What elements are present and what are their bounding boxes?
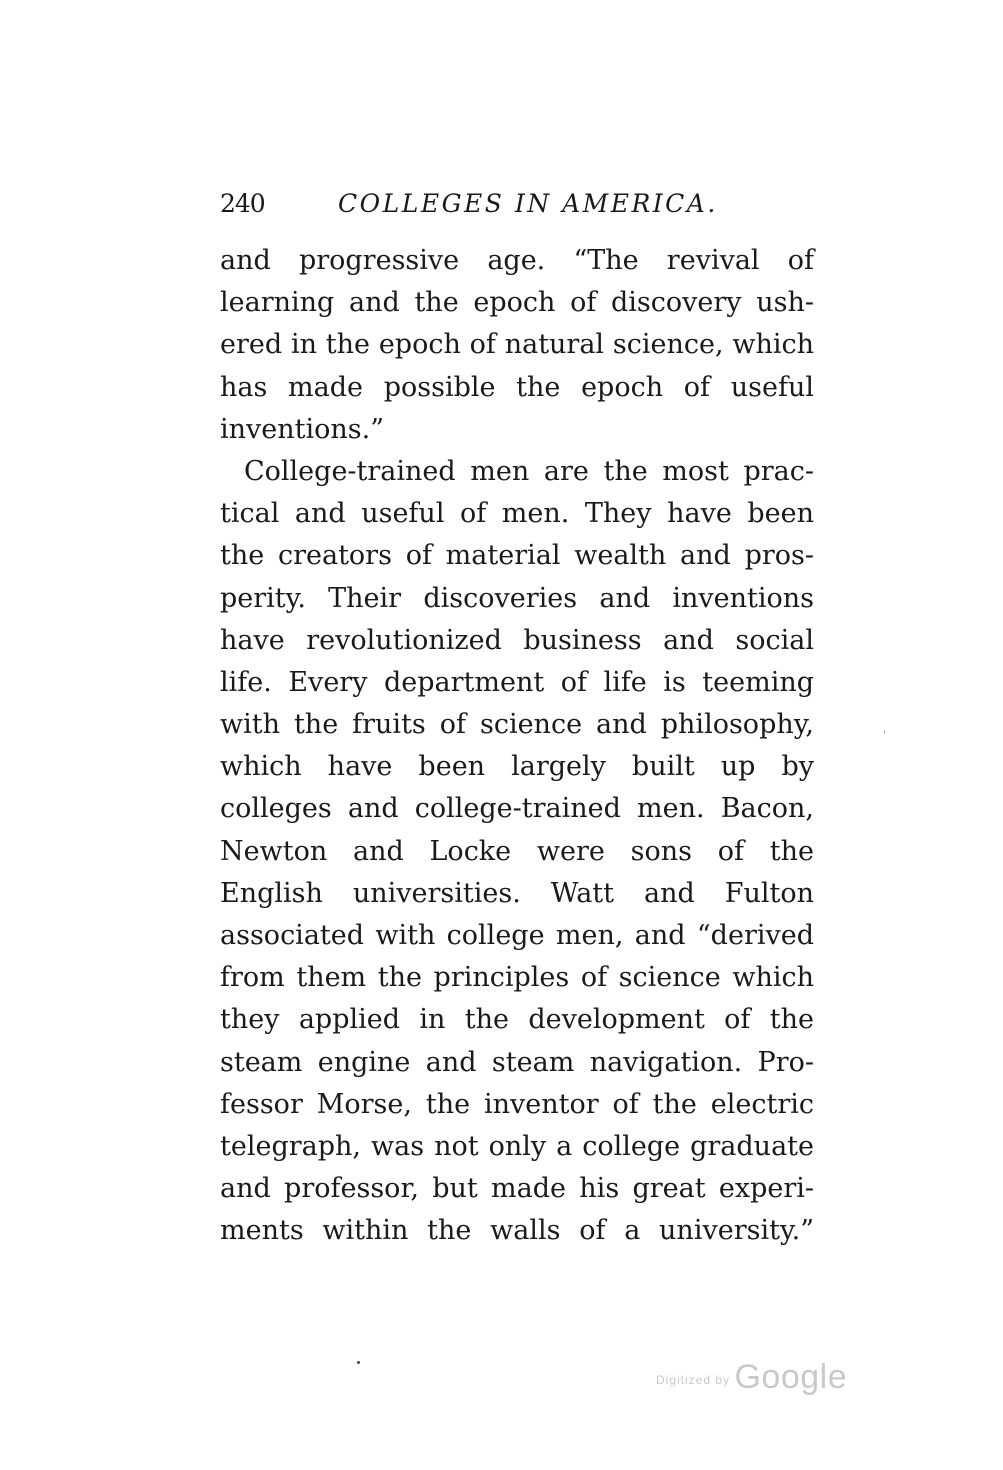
digitized-by-watermark <box>656 1358 847 1397</box>
text-line: perity. Their discoveries and inventions <box>220 582 814 614</box>
text-line: associated with college men, and “derived <box>220 920 814 951</box>
text-line: with the fruits of science and philosophy, <box>220 709 814 741</box>
text-line: the creators of material wealth and pros- <box>220 540 814 572</box>
text-line: ered in the epoch of natural science, which <box>220 329 814 361</box>
paragraph-1 <box>220 240 814 451</box>
text-line: and professor, but made his great experi- <box>220 1173 814 1205</box>
text-line: tical and useful of men. They have been <box>220 498 814 530</box>
page-number: 240 <box>220 189 265 218</box>
text-line: has made possible the epoch of useful <box>220 371 814 403</box>
text-line: fessor Morse, the inventor of the electric <box>220 1088 814 1120</box>
text-line: ments within the walls of a university.” <box>220 1215 814 1247</box>
scan-speck <box>357 1361 360 1364</box>
text-line: telegraph, was not only a college graduate <box>220 1130 814 1162</box>
body-text <box>220 240 814 1253</box>
text-line: Newton and Locke were sons of the <box>220 835 814 867</box>
text-line: College-trained men are the most prac- <box>244 455 814 487</box>
text-line: from them the principles of science which <box>220 962 814 994</box>
paragraph-2 <box>220 451 814 1253</box>
watermark-prefix: Digitized by <box>656 1373 731 1387</box>
running-head <box>220 184 820 224</box>
text-line: learning and the epoch of discovery ush- <box>220 287 814 319</box>
text-line: life. Every department of life is teeming <box>220 666 814 698</box>
text-line: which have been largely built up by <box>220 751 814 783</box>
scan-speck <box>884 730 885 734</box>
text-line: inventions.” <box>220 413 385 445</box>
text-line: English universities. Watt and Fulton <box>220 877 814 909</box>
text-line: steam engine and steam navigation. Pro- <box>220 1046 814 1078</box>
google-logo-text: Google <box>734 1358 848 1396</box>
running-title: COLLEGES IN AMERICA. <box>338 189 718 218</box>
text-line: colleges and college-trained men. Bacon, <box>220 793 814 825</box>
text-line: have revolutionized business and social <box>220 624 814 656</box>
text-line: and progressive age. “The revival of <box>220 245 814 276</box>
text-line: they applied in the development of the <box>220 1004 814 1036</box>
